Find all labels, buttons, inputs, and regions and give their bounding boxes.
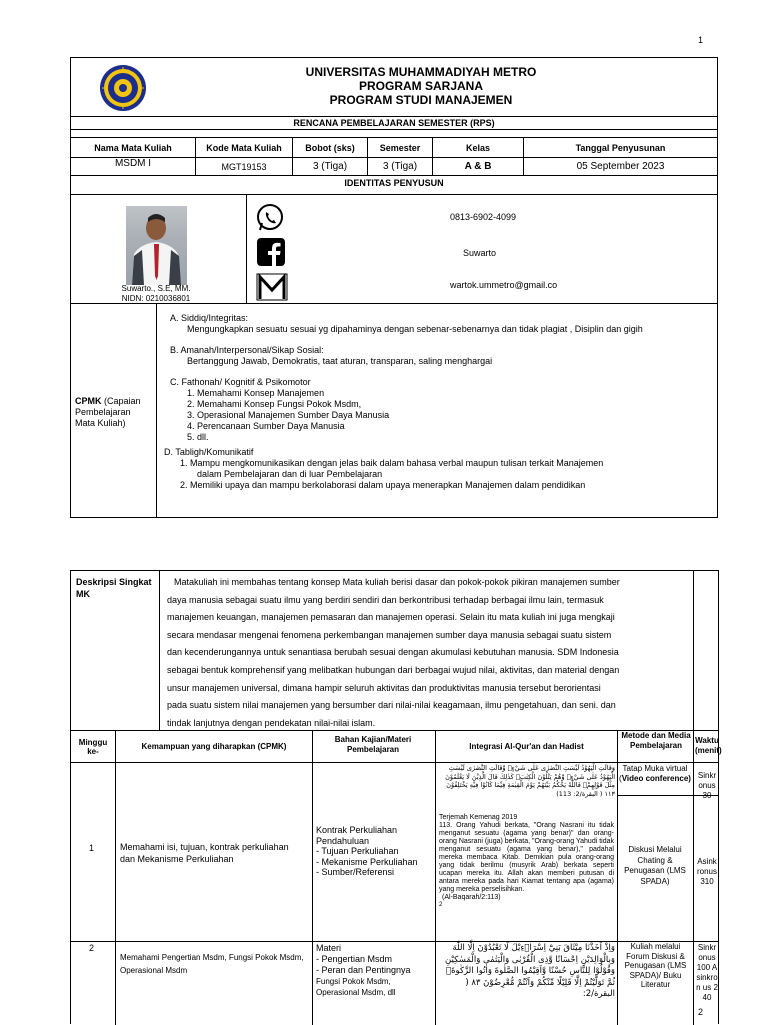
row2-bahan-item: Operasional Msdm, dll	[316, 988, 396, 997]
header-tanggal: Tanggal Penyusunan	[524, 138, 718, 158]
header-nama-mk: Nama Mata Kuliah	[71, 138, 196, 158]
whatsapp-icon	[255, 203, 285, 238]
cpmk-c-head: C. Fathonah/ Kognitif & Psikomotor	[170, 377, 311, 387]
row2-bahan-item: Fungsi Pokok Msdm,	[316, 977, 391, 986]
row2-bahan	[316, 943, 434, 998]
header-minggu: Minggu ke-	[78, 738, 108, 756]
deskripsi-line: manajemen keuangan, manajemen pemasaran dan manajemen operasi. Selain itu mata kuliah ini juga mengkaji	[167, 612, 615, 623]
cpmk-a-text: Mengungkapkan sesuatu sesuai yg dipahaminya dengan sebenar-sebenarnya dan tidak plagiat , Disiplin dan gigih	[187, 324, 643, 334]
value-tanggal: 05 September 2023	[524, 158, 718, 176]
university-name: UNIVERSITAS MUHAMMADIYAH METRO	[305, 65, 537, 79]
row2-waktu: Sinkronus 100 Asinkron us 240	[696, 943, 718, 1002]
row1-waktu2: Asinkronus 310	[696, 857, 717, 886]
deskripsi-text	[167, 574, 687, 732]
identitas-box	[70, 194, 718, 304]
program-name: PROGRAM SARJANA	[358, 79, 483, 93]
row1-arabic-verse: وَقَالَتِ الْيَهُوْدُ لَيْسَتِ النَّصٰرٰى عَلٰى شَيْءٍۖ وَّقَالَتِ النَّصٰرٰى لَيْسَتِ الْيَهُوْدُ عَلٰى شَيْءٍۙ وَّهُمْ يَتْلُوْنَ الْكِتٰبَۗ كَذٰلِكَ قَالَ الَّذِيْنَ لَا يَعْلَمُوْنَ مِثْلَ قَوْلِهِمْۚ فَاللّٰهُ يَحْكُمُ بَيْنَهُمْ يَوْمَ الْقِيٰمَةِ فِيْمَا كَانُوْا فِيْهِ يَخْتَلِفُوْنَ ١١٣ ( البقرة/2: 113)	[445, 764, 615, 798]
row1-bahan-item: - Mekanisme Perkuliahan	[316, 856, 418, 867]
cpmk-d-item1: 1. Mampu mengkomunikasikan dengan jelas baik dalam bahasa verbal maupun tulisan terkait Manajemen	[180, 458, 604, 468]
page-number-bottom: 2	[698, 1007, 704, 1017]
row1-terjemah	[439, 814, 614, 908]
cpmk-c-item: 2. Memahami Konsep Fungsi Pokok Msdm,	[187, 399, 362, 409]
row1-bahan-item: Kontrak Perkuliahan	[316, 825, 398, 835]
row2-bahan-item: Materi	[316, 943, 342, 953]
value-nama-mk: MSDM I	[71, 158, 196, 176]
row2-minggu: 2	[89, 943, 95, 953]
university-logo	[85, 62, 161, 114]
value-kelas: A & B	[433, 158, 524, 176]
cpmk-c-item: 1. Memahami Konsep Manajemen	[187, 388, 325, 398]
value-semester: 3 (Tiga)	[368, 158, 433, 176]
header-kelas: Kelas	[433, 138, 524, 158]
identitas-title: IDENTITAS PENYUSUN	[344, 178, 444, 188]
row2-arabic-verse: وَاِذْ اَخَذْنَا مِيْثَاقَ بَنِيْٓ اِسْرَاۤءِيْلَ لَا تَعْبُدُوْنَ اِلَّا اللّٰهَ وَبِالْوَالِدَيْنِ اِحْسَانًا وَّذِى الْقُرْبٰى وَالْيَتٰمٰى وَالْمَسٰكِيْنِ وَقُوْلُوْا لِلنَّاسِ حُسْنًا وَّاَقِيْمُوا الصَّلٰوةَ وَاٰتُوا الزَّكٰوةَۗ ثُمَّ تَوَلَّيْتُمْ اِلَّا قَلِيْلًا مِّنْكُمْ وَاَنْتُمْ مُّعْرِضُوْنَ ٨٣ ( البقرة/2:	[445, 943, 615, 999]
cpmk-a-head: A. Siddiq/Integritas:	[170, 313, 249, 323]
row2-kemampuan: Memahami Pengertian Msdm, Fungsi Pokok Msdm, Operasional Msdm	[120, 953, 304, 975]
row1-terjemah-title: Terjemah Kemenag 2019	[439, 814, 518, 821]
deskripsi-box	[70, 570, 719, 731]
author-phone: 0813-6902-4099	[450, 212, 517, 222]
cpmk-c-item: 3. Operasional Manajemen Sumber Daya Manusia	[187, 410, 390, 420]
rps-title: RENCANA PEMBELAJARAN SEMESTER (RPS)	[293, 118, 495, 128]
course-info-table	[70, 137, 718, 176]
cpmk-c-item: 4. Perencanaan Sumber Daya Manusia	[187, 421, 345, 431]
row1-bahan-item: - Tujuan Perkuliahan	[316, 846, 399, 856]
deskripsi-line: daya manusia sebagai suatu ilmu yang berdiri sendiri dan berkontribusi terhadap berbagai ilmu lain, termasuk	[167, 594, 604, 605]
row1-bahan-item: - Sumber/Referensi	[316, 867, 395, 877]
author-email: wartok.ummetro@gmail.co	[450, 280, 558, 290]
cpmk-label-rest: (Capaian Pembelajaran Mata Kuliah)	[75, 396, 141, 428]
author-nidn: NIDN: 0210036801	[121, 294, 191, 303]
row1-minggu: 1	[89, 843, 95, 853]
row2-bahan-item: - Pengertian Msdm	[316, 954, 393, 964]
cpmk-b-text: Bertanggung Jawab, Demokratis, taat aturan, transparan, saling menghargai	[187, 356, 493, 366]
row1-metode1	[619, 764, 691, 783]
row1-metode1-bold: Video conference)	[621, 773, 691, 783]
header-bobot: Bobot (sks)	[293, 138, 368, 158]
header-kode-mk: Kode Mata Kuliah	[196, 138, 293, 158]
cpmk-d-head: D. Tabligh/Komunikatif	[164, 447, 254, 457]
author-photo	[126, 206, 187, 285]
header-box	[70, 57, 718, 117]
cpmk-box	[70, 303, 718, 518]
row1-ref2: 2	[439, 902, 443, 908]
deskripsi-line: secara mendasar mengenai fenomena perkembangan manajemen sumber daya manusia sebagai suatu sistem	[167, 629, 612, 640]
cpmk-label	[75, 396, 153, 429]
deskripsi-label: Deskripsi Singkat MK	[76, 577, 152, 599]
cpmk-d-item2: 2. Memiliki upaya dan mampu berkolaborasi dalam upaya menerapkan Manajemen dalam pendidikan	[180, 480, 586, 490]
identitas-title-box	[70, 175, 718, 195]
row1-metode2: Diskusi Melalui Chating & Penugasan (LMS SPADA)	[624, 845, 686, 886]
row1-terjemah-text: 113. Orang Yahudi berkata, "Orang Nasrani itu tidak menganut sesuatu (agama yang benar)" dan orang-orang Nasrani (juga) berkata, "Orang-orang Yahudi tidak menganut sesuatu (agama yang benar)," padahal mereka membaca Kitab. Demikian pula orang-orang yang tidak berilmu (musyrik Arab) berkata seperti ucapan mereka itu. Allah akan memberi putusan di antara mereka pada hari Kiamat tentang apa (agama) yang mereka perselisihkan.	[439, 822, 614, 893]
value-kode-mk: MGT19153	[196, 158, 293, 176]
deskripsi-line: tindak lanjutnya dengan pendekatan nilai-nilai islam.	[167, 717, 376, 728]
deskripsi-line: dan kecenderungannya untuk senantiasa berubah sesuai dengan akumulasi kebutuhan manusia. SDM Indonesia	[167, 647, 619, 658]
header-waktu: Waktu (menit)	[695, 736, 722, 755]
header-bahan: Bahan Kajian/Materi Pembelajaran	[334, 735, 412, 754]
study-program-name: PROGRAM STUDI MANAJEMEN	[329, 93, 513, 107]
header-kemampuan: Kemampuan yang diharapkan (CPMK)	[141, 742, 287, 751]
row1-bahan-item: Pendahuluan	[316, 835, 370, 846]
author-facebook: Suwarto	[463, 248, 497, 258]
plan-table	[70, 730, 722, 1024]
row2-metode: Kuliah melalui Forum Diskusi & Penugasan (LMS SPADA)/ Buku Literatur	[624, 942, 687, 989]
header-metode: Metode dan Media Pembelajaran	[621, 731, 691, 750]
row1-metode1-text: Tatap Muka virtual (	[619, 764, 688, 783]
rps-title-box	[70, 116, 718, 130]
row1-ref: (Al-Baqarah/2:113)	[442, 894, 501, 901]
row1-kemampuan: Memahami isi, tujuan, kontrak perkuliahan dan Mekanisme Perkuliahan	[120, 842, 289, 864]
deskripsi-line: pada suatu sistem nilai manajemen yang bersumber dari nilai-nilai keagamaan, ilmu pengetahuan, dan seni. dan	[167, 700, 616, 711]
row1-bahan	[316, 825, 434, 878]
page-number-top: 1	[698, 35, 704, 45]
deskripsi-line: unsur manajemen universal, dimana hampir seluruh aktivitas dan produktivitas manusia tersebut berorientasi	[167, 682, 601, 693]
cpmk-c-item: 5. dll.	[187, 432, 209, 442]
row2-bahan-item: - Peran dan Pentingnya	[316, 965, 411, 975]
header-integrasi: Integrasi Al-Qur'an dan Hadist	[469, 742, 584, 751]
deskripsi-line: sebagai bentuk komprehensif yang melibatkan hubungan dari berbagai wujud nilai, aktivitas, dan material dengan	[167, 664, 620, 675]
cpmk-b-head: B. Amanah/Interpersonal/Sikap Sosial:	[170, 345, 324, 355]
cpmk-label-bold: CPMK	[75, 396, 102, 406]
cpmk-content	[164, 313, 710, 491]
mail-icon	[256, 273, 288, 306]
deskripsi-line: Matakuliah ini membahas tentang konsep Mata kuliah berisi dasar dan pokok-pokok pikiran manajemen sumber	[174, 577, 620, 587]
header-semester: Semester	[368, 138, 433, 158]
author-name: Suwarto., S.E, MM.	[121, 284, 191, 293]
facebook-icon	[257, 238, 285, 271]
value-bobot: 3 (Tiga)	[293, 158, 368, 176]
row1-waktu1: Sinkronus 30	[697, 771, 717, 800]
cpmk-d-item1-cont: dalam Pembelajaran dan di luar Pembelajaran	[197, 469, 383, 479]
